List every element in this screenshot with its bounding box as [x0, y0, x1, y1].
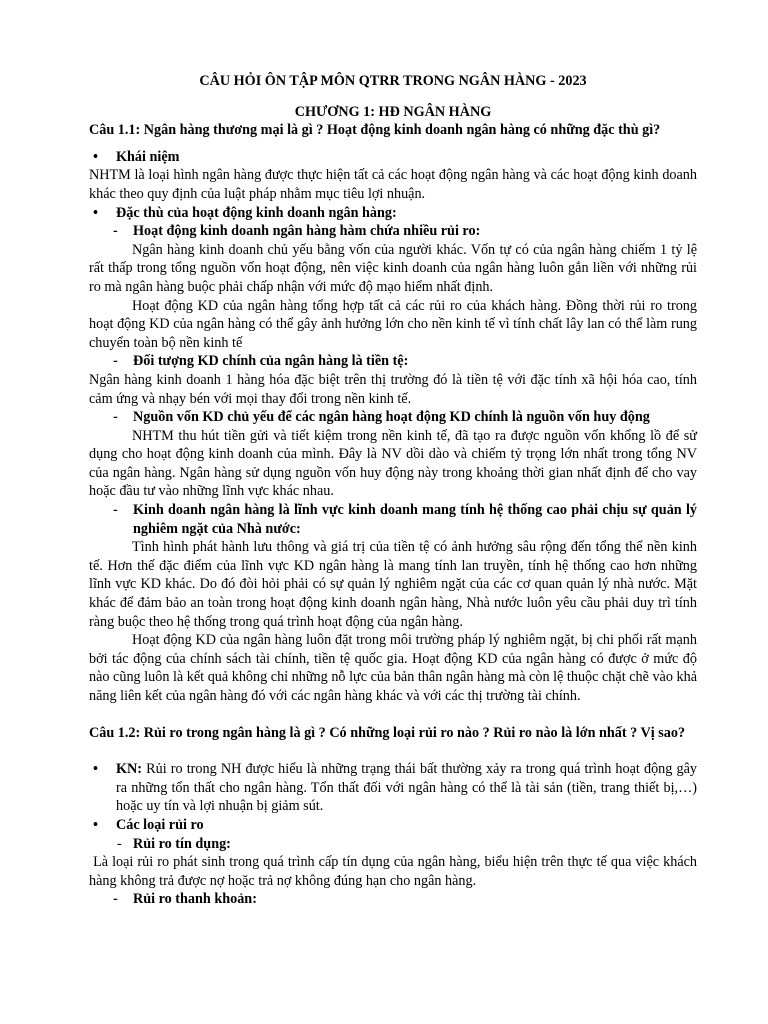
- dash-item-rui-ro: [89, 222, 697, 241]
- paragraph: Hoạt động KD của ngân hàng tổng hợp tất cả các rủi ro của khách hàng. Đồng thời rủi ro trong hoạt động KD của ngân hàng có thể gây ảnh hưởng lớn cho nền kinh tế vì tính chất lây lan có thể làm rung chuyển toàn bộ nền kinh tế: [89, 297, 697, 351]
- dash-item-tin-dung: [89, 835, 697, 854]
- paragraph: Ngân hàng kinh doanh 1 hàng hóa đặc biệt trên thị trường đó là tiền tệ với đặc tính xã hội hóa cao, tính cảm ứng và nhạy bén với mọi thay đổi trong nền kinh tế.: [89, 371, 697, 407]
- bullet-kn: [89, 760, 697, 816]
- paragraph: Tình hình phát hành lưu thông và giá trị của tiền tệ có ảnh hưởng sâu rộng đến tổng thể nền kinh tế. Hơn thế đặc điểm của lĩnh vực KD ngân hàng là mang tính lan truyền, tính hệ thống cao hơn những lĩnh vực KD khác. Do đó đòi hỏi phải có sự quản lý nghiêm ngặt của các cơ quan quản lý nhà nước. Mặt khác để đảm bảo an toàn trong hoạt động kinh doanh ngân hàng, Nhà nước luôn yêu cầu phải duy trì tính ràng buộc theo hệ thống trong quá trình hoạt động của ngân hàng.: [89, 539, 697, 630]
- dash-label: Kinh doanh ngân hàng là lĩnh vực kinh doanh mang tính hệ thống cao phải chịu sự quản lý nghiêm ngặt của Nhà nước:: [133, 502, 697, 537]
- bullet-label: Khái niệm: [116, 148, 180, 165]
- bullet-dac-thu: [89, 204, 697, 223]
- bullet-icon: •: [93, 148, 98, 165]
- bullet-icon: •: [93, 761, 98, 778]
- dash-marker: -: [117, 835, 122, 852]
- bullet-label: Các loại rủi ro: [116, 816, 204, 833]
- dash-marker: -: [113, 891, 118, 908]
- bullet-icon: •: [93, 204, 98, 221]
- paragraph: Hoạt động KD của ngân hàng luôn đặt trong môi trường pháp lý nghiêm ngặt, bị chi phối rất mạnh bởi tác động của chính sách tài chính, tiền tệ quốc gia. Hoạt động KD của ngân hàng có được ở mức độ nào cũng luôn là kết quả không chỉ những nỗ lực của bản thân ngân hàng mà còn lệ thuộc chặt chẽ vào khả năng liên kết của ngân hàng đó với các ngân hàng khác và với các thị trường tài chính.: [89, 632, 697, 704]
- bullet-icon: •: [93, 816, 98, 833]
- dash-item-he-thong: [89, 501, 697, 538]
- dash-marker: -: [113, 353, 118, 370]
- paragraph: NHTM thu hút tiền gửi và tiết kiệm trong nền kinh tế, đã tạo ra được nguồn vốn khổng lồ để sử dụng cho hoạt động kinh doanh của mình. Đây là NV dồi dào và chiếm tỷ trọng lớn nhất trong tổng NV của ngân hàng. Ngân hàng sử dụng nguồn vốn huy động này trong khoảng thời gian nhất định để cho vay hoặc đầu tư vào những lĩnh vực khác nhau.: [89, 427, 697, 500]
- bullet-label: Đặc thù của hoạt động kinh doanh ngân hàng:: [116, 204, 397, 221]
- dash-item-nguon-von: [89, 408, 697, 427]
- kn-text: Rủi ro trong NH được hiểu là những trạng thái bất thường xảy ra trong quá trình hoạt động gây ra những tổn thất cho ngân hàng. Tổn thất đối với ngân hàng có thể là tài sản (tiền, trang thiết bị,…) hoặc uy tín và lợi nhuận bị giảm sút.: [116, 761, 697, 815]
- chapter-heading: CHƯƠNG 1: HĐ NGÂN HÀNG: [294, 103, 492, 120]
- question-1-1: Câu 1.1: Ngân hàng thương mại là gì ? Hoạt động kinh doanh ngân hàng có những đặc thù gì?: [89, 122, 661, 139]
- bullet-cac-loai: [89, 816, 697, 835]
- paragraph: Ngân hàng kinh doanh chủ yếu bằng vốn của người khác. Vốn tự có của ngân hàng chiếm 1 tỷ lệ rất thấp trong tổng nguồn vốn hoạt động, nên việc kinh doanh của ngân hàng luôn gắn liền với những rủi ro mà ngân hàng buộc phải chấp nhận với mức độ mạo hiểm nhất định.: [89, 241, 697, 295]
- dash-item-thanh-khoan: [89, 890, 697, 909]
- dash-label: Rủi ro tín dụng:: [133, 835, 231, 852]
- paragraph: Là loại rủi ro phát sinh trong quá trình cấp tín dụng của ngân hàng, biểu hiện trên thực tế qua việc khách hàng không trả được nợ hoặc trả nợ không đúng hạn cho ngân hàng.: [89, 854, 701, 889]
- document-page: [89, 72, 701, 909]
- bullet-khai-niem: [89, 148, 697, 167]
- paragraph-khai-niem: NHTM là loại hình ngân hàng được thực hiện tất cả các hoạt động ngân hàng và các hoạt động kinh doanh khác theo quy định của luật pháp nhằm mục tiêu lợi nhuận.: [89, 167, 697, 202]
- dash-label: Đối tượng KD chính của ngân hàng là tiền tệ:: [133, 353, 409, 370]
- document-title: CÂU HỎI ÔN TẬP MÔN QTRR TRONG NGÂN HÀNG - 2023: [199, 73, 587, 89]
- dash-label: Hoạt động kinh doanh ngân hàng hàm chứa nhiều rủi ro:: [133, 223, 481, 240]
- dash-marker: -: [113, 502, 118, 519]
- kn-label: KN:: [116, 761, 143, 778]
- dash-label: Nguồn vốn KD chủ yếu để các ngân hàng hoạt động KD chính là nguồn vốn huy động: [133, 409, 650, 426]
- question-1-2: Câu 1.2: Rủi ro trong ngân hàng là gì ? Có những loại rủi ro nào ? Rủi ro nào là lớn nhất ? Vị sao?: [89, 724, 686, 741]
- dash-marker: -: [113, 223, 118, 240]
- dash-label: Rủi ro thanh khoản:: [133, 891, 257, 908]
- dash-marker: -: [113, 409, 118, 426]
- dash-item-tien-te: [89, 352, 697, 371]
